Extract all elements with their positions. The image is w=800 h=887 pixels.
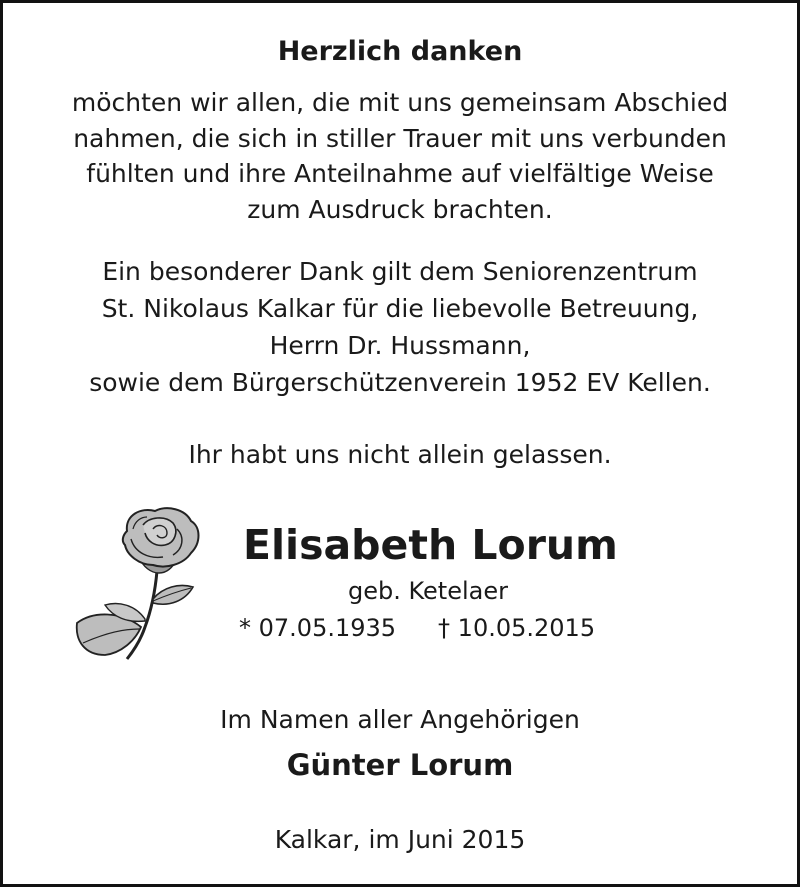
- intro-line: möchten wir allen, die mit uns gemeinsam Abschied: [71, 88, 729, 117]
- intro-text: [3, 85, 797, 227]
- rose-icon: [69, 503, 239, 663]
- thanks-line: Ein besonderer Dank gilt dem Seniorenzentrum: [102, 257, 698, 286]
- thanks-text: [3, 253, 797, 401]
- thanks-line: Herrn Dr. Hussmann,: [269, 331, 531, 360]
- life-dates: [239, 614, 595, 642]
- thanks-line: sowie dem Bürgerschützenverein 1952 EV Kellen.: [89, 368, 711, 397]
- birth-date: * 07.05.1935: [239, 614, 397, 642]
- intro-line: nahmen, die sich in stiller Trauer mit uns verbunden: [73, 123, 727, 153]
- intro-line: zum Ausdruck brachten.: [247, 194, 553, 224]
- closing-line: Ihr habt uns nicht allein gelassen.: [188, 440, 612, 469]
- thanks-line: St. Nikolaus Kalkar für die liebevolle Betreuung,: [101, 294, 699, 323]
- heading: Herzlich danken: [277, 36, 523, 67]
- behalf-line: Im Namen aller Angehörigen: [220, 705, 580, 734]
- birth-name: geb. Ketelaer: [348, 577, 508, 605]
- death-date: † 10.05.2015: [438, 614, 596, 642]
- intro-line: fühlten und ihre Anteilnahme auf vielfältige Weise: [86, 159, 714, 188]
- signer-name: Günter Lorum: [286, 748, 514, 782]
- deceased-name: Elisabeth Lorum: [243, 521, 618, 569]
- place-date: Kalkar, im Juni 2015: [274, 825, 526, 854]
